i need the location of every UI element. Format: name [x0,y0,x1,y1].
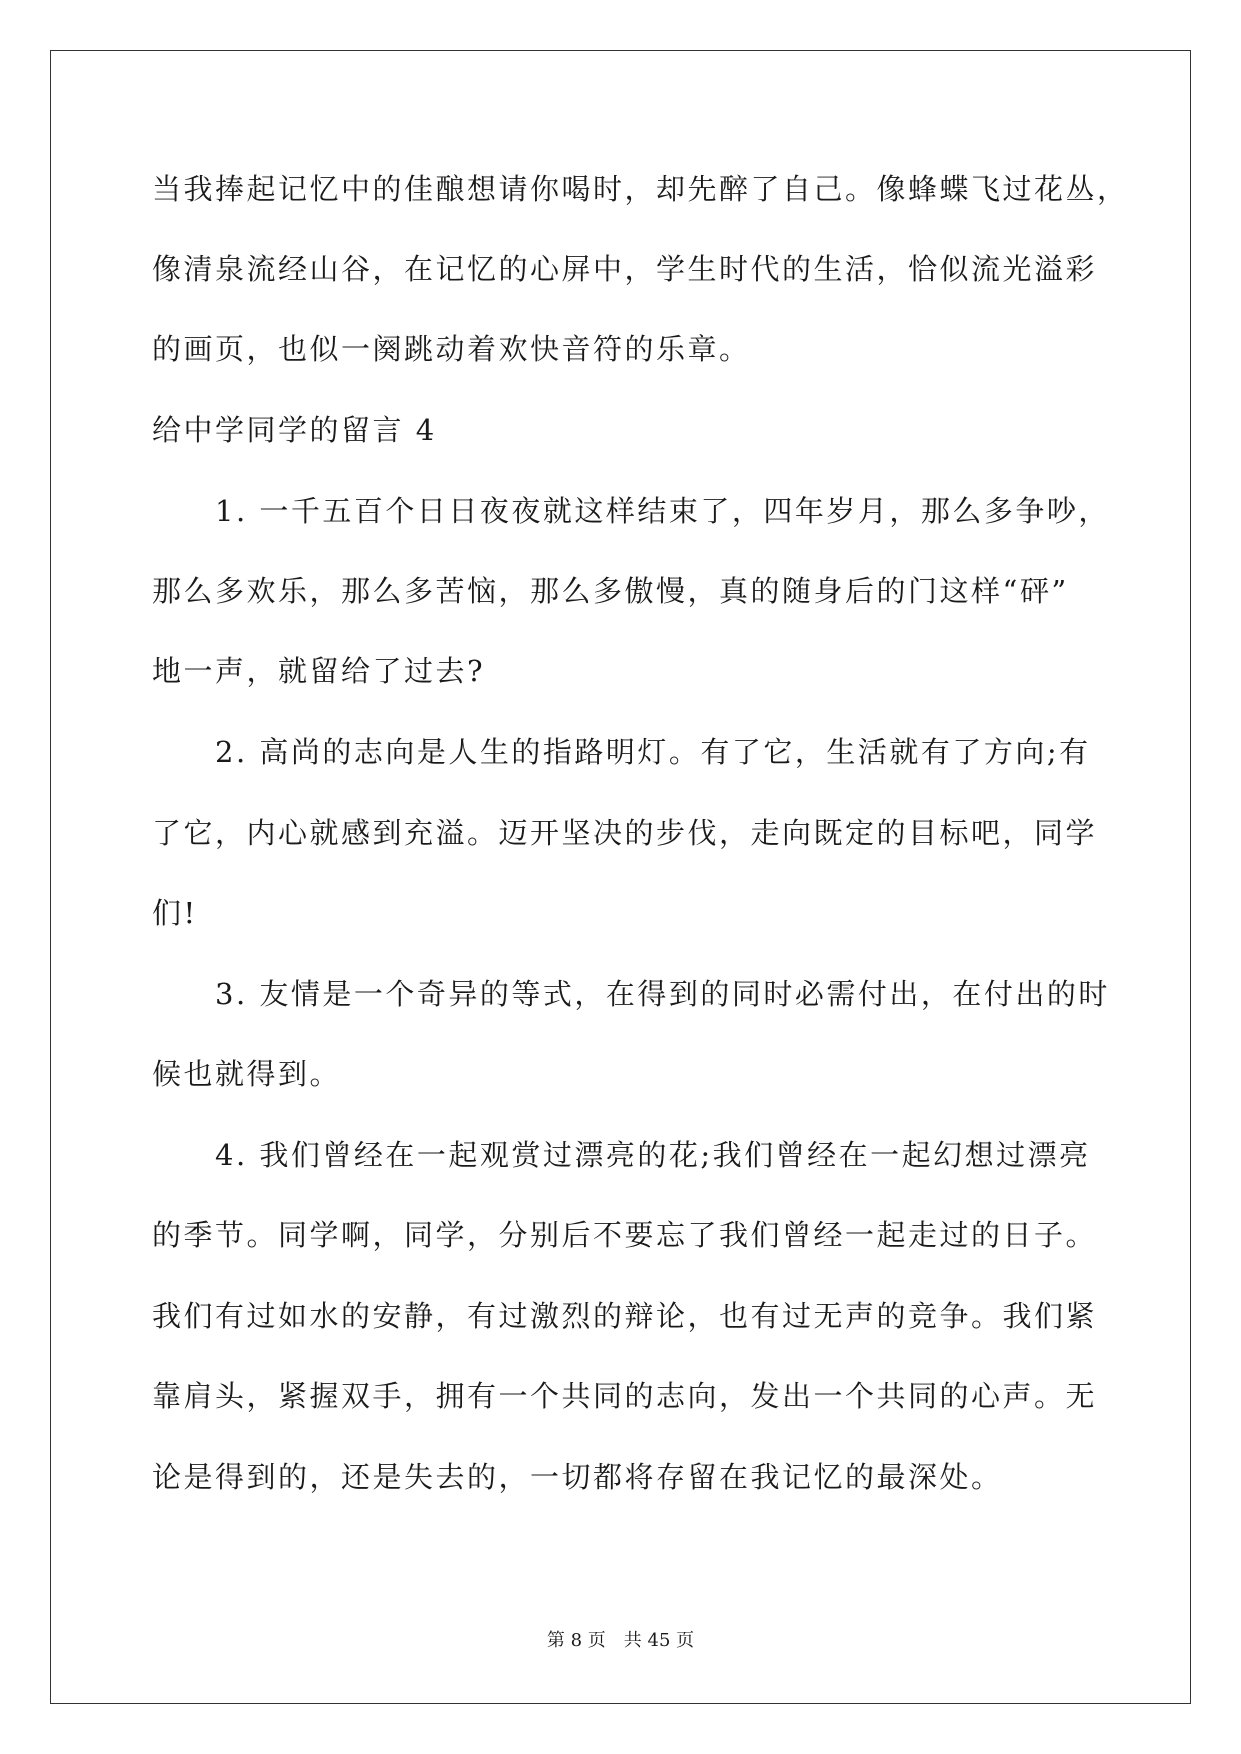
text-line: 的画页，也似一阕跳动着欢快音符的乐章。 [152,332,751,366]
text-line: 那么多欢乐，那么多苦恼，那么多傲慢，真的随身后的门这样“砰” [152,574,1069,608]
text-line: 像清泉流经山谷，在记忆的心屏中，学生时代的生活，恰似流光溢彩 [152,252,1098,286]
text-line: 3. 友情是一个奇异的等式，在得到的同时必需付出，在付出的时 [152,977,1110,1011]
text-line: 靠肩头，紧握双手，拥有一个共同的志向，发出一个共同的心声。无 [152,1379,1098,1413]
text-line: 论是得到的，还是失去的，一切都将存留在我记忆的最深处。 [152,1460,1003,1494]
text-line: 候也就得到。 [152,1057,342,1091]
text-line: 当我捧起记忆中的佳酿想请你喝时，却先醉了自己。像蜂蝶飞过花丛， [152,172,1129,206]
page-border [50,50,1191,1704]
text-line: 了它，内心就感到充溢。迈开坚决的步伐，走向既定的目标吧，同学 [152,816,1098,850]
section-heading: 给中学同学的留言 4 [152,413,437,447]
page-number-total: 共 45 页 [623,1630,695,1651]
text-line: 地一声，就留给了过去? [152,654,486,688]
text-line: 4. 我们曾经在一起观赏过漂亮的花;我们曾经在一起幻想过漂亮 [152,1138,1091,1172]
text-line: 的季节。同学啊，同学，分别后不要忘了我们曾经一起走过的日子。 [152,1218,1098,1252]
page-number-current: 第 8 页 [546,1630,606,1651]
page-footer [0,1629,1241,1653]
text-line: 1. 一千五百个日日夜夜就这样结束了，四年岁月，那么多争吵， [152,494,1110,528]
text-line: 们! [152,896,198,930]
text-line: 我们有过如水的安静，有过激烈的辩论，也有过无声的竞争。我们紧 [152,1299,1098,1333]
text-line: 2. 高尚的志向是人生的指路明灯。有了它，生活就有了方向;有 [152,735,1091,769]
